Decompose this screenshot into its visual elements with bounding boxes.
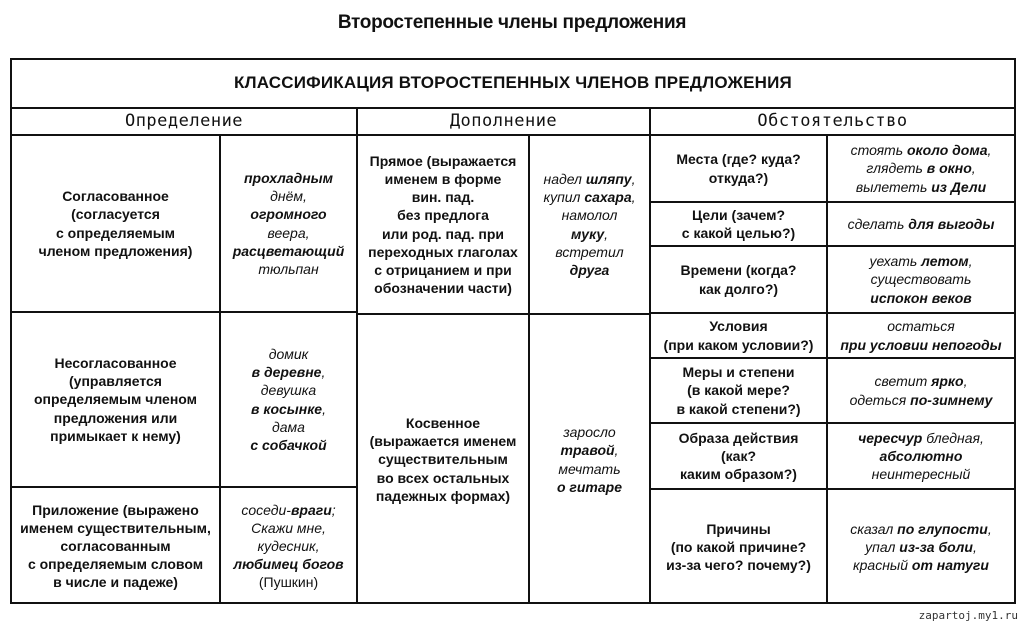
adverbial-example-line bbox=[865, 538, 977, 556]
definition-example-line bbox=[251, 400, 326, 418]
highlighted-word: сахара bbox=[584, 189, 632, 206]
example-text: надел bbox=[543, 170, 586, 187]
table-title: КЛАССИФИКАЦИЯ ВТОРОСТЕПЕННЫХ ЧЛЕНОВ ПРЕДЛОЖЕНИЯ bbox=[234, 73, 792, 93]
example-text: , bbox=[963, 373, 968, 390]
example-text: , bbox=[321, 364, 326, 381]
highlighted-word: друга bbox=[569, 261, 610, 278]
adverbial-type-line: в какой степени?) bbox=[676, 400, 801, 417]
example-text: вылететь bbox=[855, 178, 932, 195]
object-type-cell bbox=[358, 136, 528, 313]
definition-type-line: определяемым членом bbox=[33, 391, 198, 408]
adverbial-example-line bbox=[880, 447, 963, 465]
example-text: заросло bbox=[563, 424, 616, 441]
definition-example-line bbox=[259, 573, 318, 591]
highlighted-word: шляпу bbox=[585, 170, 632, 187]
object-type-line: Прямое (выражается bbox=[369, 152, 517, 169]
adverbial-example-cell bbox=[828, 247, 1014, 312]
highlighted-word: о гитаре bbox=[556, 478, 623, 495]
definition-type-line: Согласованное bbox=[62, 188, 169, 205]
example-text: бледная, bbox=[922, 429, 984, 446]
definition-example-line bbox=[258, 260, 318, 278]
definition-example-line bbox=[241, 501, 335, 519]
example-text: (Пушкин) bbox=[258, 574, 319, 591]
adverbial-type-line: Причины bbox=[706, 520, 771, 537]
adverbial-type-line: (в какой мере? bbox=[687, 382, 790, 399]
example-text: девушка bbox=[260, 382, 317, 399]
watermark: zapartoj.my1.ru bbox=[918, 609, 1018, 622]
adverbial-type-line: откуда?) bbox=[708, 169, 769, 186]
adverbial-example-line bbox=[851, 141, 992, 159]
highlighted-word: чересчур bbox=[858, 429, 923, 446]
column-header-adverbial: Обстоятельство bbox=[757, 110, 908, 131]
definition-type-cell bbox=[12, 313, 219, 486]
example-text: , bbox=[322, 400, 326, 417]
example-text: ; bbox=[331, 501, 336, 518]
example-text: , bbox=[987, 520, 992, 537]
highlighted-word: при условии непогоды bbox=[840, 336, 1002, 353]
example-text: намолол bbox=[561, 207, 618, 224]
adverbial-example-cell bbox=[828, 203, 1014, 245]
definition-example-line bbox=[250, 205, 326, 223]
highlighted-word: ярко bbox=[931, 373, 964, 390]
adverbial-example-line bbox=[850, 520, 991, 538]
highlighted-word: расцветающий bbox=[232, 242, 345, 259]
definition-type-line: (согласуется bbox=[71, 206, 160, 223]
object-type-line: с отрицанием и при bbox=[374, 261, 512, 278]
definition-example-line bbox=[269, 345, 309, 363]
example-text: красный bbox=[853, 557, 912, 574]
object-type-line: существительным bbox=[378, 451, 508, 468]
object-type-line: Косвенное bbox=[405, 415, 481, 432]
highlighted-word: от натуги bbox=[911, 557, 989, 574]
example-text: дама bbox=[272, 418, 305, 435]
highlighted-word: около дома bbox=[906, 142, 988, 159]
example-text: , bbox=[604, 225, 609, 242]
highlighted-word: прохладным bbox=[243, 169, 333, 186]
adverbial-type-line: Условия bbox=[709, 318, 768, 335]
example-text: сказал bbox=[850, 520, 898, 537]
example-text: глядеть bbox=[866, 160, 927, 177]
object-type-cell bbox=[358, 315, 528, 604]
example-text: , bbox=[631, 170, 636, 187]
adverbial-example-line bbox=[871, 270, 972, 288]
example-text: упал bbox=[865, 538, 900, 555]
column-header-definition: Определение bbox=[124, 110, 244, 131]
object-example-line bbox=[570, 261, 610, 279]
object-type-line: переходных глаголах bbox=[368, 243, 518, 260]
definition-type-line: предложения или bbox=[53, 409, 178, 426]
adverbial-type-line: (по какой причине? bbox=[670, 538, 807, 555]
example-text: кудесник, bbox=[257, 537, 320, 554]
example-text: стоять bbox=[850, 142, 907, 159]
adverbial-example-cell bbox=[828, 490, 1014, 604]
object-example-line bbox=[557, 478, 622, 496]
example-text: , bbox=[614, 442, 619, 459]
example-text: Скажи мне, bbox=[251, 519, 326, 536]
object-type-line: обозначении части) bbox=[374, 280, 512, 297]
object-example-line bbox=[571, 225, 608, 243]
object-example-line bbox=[558, 460, 620, 478]
definition-type-line: с определяемым словом bbox=[27, 556, 204, 573]
adverbial-type-line: Места (где? куда? bbox=[676, 151, 801, 168]
example-text: светит bbox=[874, 373, 932, 390]
highlighted-word: испокон веков bbox=[870, 289, 972, 306]
object-example-line bbox=[543, 188, 635, 206]
adverbial-example-line bbox=[853, 556, 989, 574]
highlighted-word: в деревне bbox=[251, 364, 322, 381]
object-example-cell bbox=[530, 315, 649, 604]
adverbial-type-line: Меры и степени bbox=[682, 364, 795, 381]
highlighted-word: муку bbox=[570, 225, 605, 242]
highlighted-word: в окно bbox=[926, 160, 972, 177]
adverbial-example-cell bbox=[828, 359, 1014, 422]
highlighted-word: в косынке bbox=[251, 400, 323, 417]
adverbial-type-line: с какой целью?) bbox=[681, 225, 796, 241]
object-example-line bbox=[563, 423, 615, 441]
example-text: , bbox=[971, 160, 976, 177]
definition-type-line: с определяемым bbox=[55, 224, 176, 241]
example-text: соседи- bbox=[241, 501, 291, 518]
definition-example-line bbox=[244, 169, 333, 187]
object-type-line: вин. пад. bbox=[411, 189, 475, 206]
example-text: существовать bbox=[870, 271, 972, 288]
adverbial-type-line: Времени (когда? bbox=[680, 262, 797, 279]
adverbial-example-line bbox=[856, 178, 986, 196]
column-header-object: Дополнение bbox=[449, 110, 558, 131]
adverbial-example-line bbox=[887, 317, 955, 335]
definition-type-cell bbox=[12, 136, 219, 311]
adverbial-example-line bbox=[866, 159, 975, 177]
adverbial-example-line bbox=[869, 252, 972, 270]
adverbial-type-line: Образа действия bbox=[678, 429, 799, 446]
example-text: днём, bbox=[270, 188, 307, 205]
example-text: , bbox=[987, 142, 992, 159]
definition-example-line bbox=[272, 418, 305, 436]
definition-example-cell bbox=[221, 136, 356, 311]
definition-example-line bbox=[233, 555, 343, 573]
highlighted-word: летом bbox=[921, 253, 969, 270]
adverbial-type-cell bbox=[651, 490, 826, 604]
object-type-line: без предлога bbox=[397, 207, 489, 224]
adverbial-example-line bbox=[870, 289, 971, 307]
example-text: , bbox=[968, 253, 973, 270]
definition-type-line: в числе и падеже) bbox=[53, 574, 178, 591]
highlighted-word: по-зимнему bbox=[910, 391, 993, 408]
example-text: домик bbox=[268, 345, 309, 362]
object-example-line bbox=[561, 441, 619, 459]
definition-example-line bbox=[251, 519, 326, 537]
definition-example-line bbox=[250, 436, 326, 454]
highlighted-word: травой bbox=[560, 442, 615, 459]
highlighted-word: по глупости bbox=[897, 520, 988, 537]
adverbial-example-cell bbox=[828, 424, 1014, 488]
definition-type-line: Приложение (выражено bbox=[32, 501, 199, 518]
definition-type-cell bbox=[12, 488, 219, 604]
object-example-cell bbox=[530, 136, 649, 313]
adverbial-example-line bbox=[850, 391, 993, 409]
adverbial-type-line: из-за чего? почему?) bbox=[666, 557, 811, 574]
highlighted-word: враги bbox=[290, 501, 332, 518]
definition-type-line: членом предложения) bbox=[38, 242, 193, 259]
definition-example-line bbox=[252, 363, 326, 381]
example-text: купил bbox=[543, 189, 585, 206]
adverbial-type-cell bbox=[651, 247, 826, 312]
definition-type-line: согласованным bbox=[60, 537, 171, 554]
adverbial-example-cell bbox=[828, 136, 1014, 201]
adverbial-example-line bbox=[840, 336, 1001, 354]
definition-example-line bbox=[267, 224, 309, 242]
example-text: , bbox=[972, 538, 977, 555]
object-type-line: падежных формах) bbox=[375, 487, 511, 504]
object-example-line bbox=[562, 206, 618, 224]
page-title: Второстепенные члены предложения bbox=[337, 12, 687, 33]
definition-type-line: Несогласованное bbox=[54, 355, 177, 372]
adverbial-type-cell bbox=[651, 203, 826, 245]
object-type-line: именем в форме bbox=[384, 170, 502, 187]
example-text: неинтересный bbox=[871, 466, 971, 483]
highlighted-word: абсолютно bbox=[879, 447, 963, 464]
object-type-line: во всех остальных bbox=[376, 469, 510, 486]
adverbial-type-line: (как? bbox=[720, 447, 756, 464]
example-text: одеться bbox=[849, 391, 911, 408]
example-text: веера, bbox=[267, 224, 310, 241]
example-text: мечтать bbox=[558, 460, 621, 477]
highlighted-word: из Дели bbox=[931, 178, 987, 195]
definition-example-cell bbox=[221, 488, 356, 604]
highlighted-word: с собачкой bbox=[250, 436, 327, 453]
object-type-line: (выражается именем bbox=[369, 433, 517, 450]
adverbial-type-cell bbox=[651, 136, 826, 201]
adverbial-type-cell bbox=[651, 314, 826, 357]
adverbial-type-line: каким образом?) bbox=[680, 466, 797, 483]
example-text: тюльпан bbox=[258, 260, 319, 277]
example-text: встретил bbox=[555, 243, 624, 260]
definition-example-cell bbox=[221, 313, 356, 486]
highlighted-word: из-за боли bbox=[899, 538, 973, 555]
example-text: , bbox=[631, 189, 636, 206]
example-text: сделать bbox=[847, 215, 909, 232]
highlighted-word: огромного bbox=[250, 206, 327, 223]
highlighted-word: любимец богов bbox=[233, 556, 344, 573]
definition-example-line bbox=[270, 187, 307, 205]
object-example-line bbox=[544, 170, 636, 188]
adverbial-type-line: как долго?) bbox=[698, 280, 779, 297]
definition-type-line: именем существительным, bbox=[20, 519, 211, 536]
adverbial-example-line bbox=[858, 429, 984, 447]
adverbial-type-cell bbox=[651, 359, 826, 422]
definition-example-line bbox=[261, 381, 316, 399]
adverbial-type-cell bbox=[651, 424, 826, 488]
object-example-line bbox=[555, 243, 623, 261]
highlighted-word: для выгоды bbox=[908, 215, 995, 232]
adverbial-type-line: (при каком условии?) bbox=[663, 336, 814, 353]
adverbial-example-line bbox=[875, 372, 968, 390]
definition-type-line: (управляется bbox=[69, 373, 162, 390]
object-type-line: или род. пад. при bbox=[381, 225, 505, 242]
adverbial-example-cell bbox=[828, 314, 1014, 357]
adverbial-example-line bbox=[848, 215, 995, 233]
definition-example-line bbox=[233, 242, 345, 260]
example-text: остаться bbox=[887, 318, 955, 335]
definition-type-line: примыкает к нему) bbox=[50, 427, 181, 444]
definition-example-line bbox=[258, 537, 320, 555]
example-text: уехать bbox=[869, 253, 922, 270]
adverbial-example-line bbox=[872, 465, 971, 483]
adverbial-type-line: Цели (зачем? bbox=[691, 206, 786, 223]
